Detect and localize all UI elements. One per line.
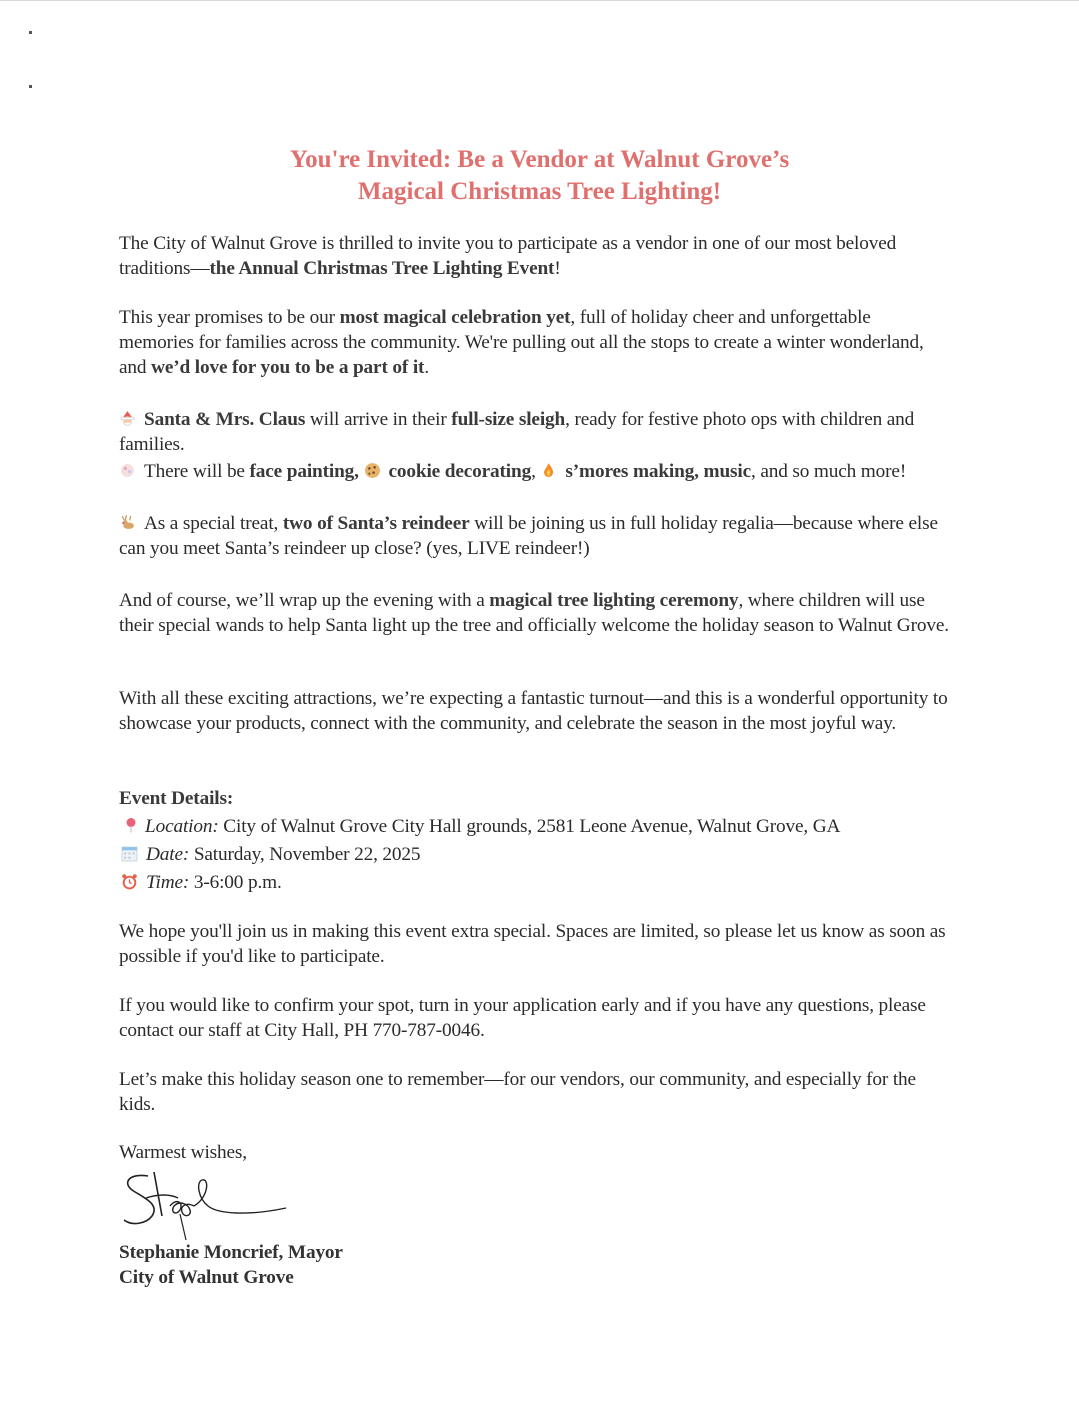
signature: [118, 1168, 298, 1248]
detail-value: City of Walnut Grove City Hall grounds, 2581 Leone Avenue, Walnut Grove, GA: [218, 816, 841, 837]
signatory-org: City of Walnut Grove: [119, 1267, 294, 1288]
scan-speck: [29, 31, 32, 34]
detail-value: Saturday, November 22, 2025: [189, 844, 421, 865]
promise-paragraph: [119, 305, 949, 380]
detail-label: Time:: [146, 872, 190, 893]
signatory-block: [119, 1240, 949, 1290]
attraction-text: will be joining us in full holiday regalia—because where else can you meet Santa’s reindeer up close? (yes, LIVE reindeer!): [119, 513, 938, 559]
attraction-highlight: s’mores making, music: [565, 461, 751, 482]
attraction-text: will arrive in their: [305, 409, 452, 430]
attraction-highlight: cookie decorating: [388, 461, 532, 482]
attraction-activities: [119, 459, 949, 484]
ceremony-text: , where children will use their special wands to help Santa light up the tree and officially welcome the holiday season to Walnut Grove.: [119, 590, 949, 636]
detail-value: 3-6:00 p.m.: [189, 872, 282, 893]
calendar-icon: [121, 845, 138, 862]
event-detail-location: [119, 814, 949, 839]
page-title-line-2: Magical Christmas Tree Lighting!: [357, 178, 722, 205]
attraction-highlight: face painting,: [249, 461, 359, 482]
ceremony-text: And of course, we’ll wrap up the evening with a: [119, 590, 490, 611]
attraction-text: ,: [531, 461, 541, 482]
fire-icon: [540, 462, 557, 479]
event-detail-time: [119, 870, 949, 895]
event-detail-date: [119, 842, 949, 867]
attraction-highlight: two of Santa’s reindeer: [282, 513, 470, 534]
signatory-name: Stephanie Moncrief, Mayor: [119, 1242, 343, 1263]
attraction-text: , ready for festive photo ops with children and families.: [119, 409, 915, 455]
alarm-clock-icon: [121, 873, 138, 890]
santa-icon: [119, 410, 136, 427]
ceremony-paragraph: [119, 588, 949, 638]
attraction-text: , and so much more!: [750, 461, 907, 482]
attraction-highlight: Santa & Mrs. Claus: [144, 409, 306, 430]
promise-text: This year promises to be our: [119, 307, 340, 328]
scan-speck: [29, 85, 32, 88]
location-pin-icon: [125, 817, 137, 834]
page-title-line-1: You're Invited: Be a Vendor at Walnut Grove’s: [289, 146, 790, 173]
cookie-icon: [364, 462, 381, 479]
closing-salutation: Warmest wishes,: [119, 1142, 247, 1163]
ceremony-highlight: magical tree lighting ceremony: [489, 590, 739, 611]
reindeer-icon: [119, 514, 136, 531]
confirm-paragraph: If you would like to confirm your spot, turn in your application early and if you have any questions, please contact our staff at City Hall, PH 770-787-0046.: [119, 995, 926, 1041]
face-paint-icon: [119, 462, 136, 479]
detail-label: Location:: [145, 816, 219, 837]
attraction-reindeer: [119, 511, 949, 561]
event-details: [119, 786, 949, 895]
intro-paragraph: [119, 231, 949, 281]
promise-highlight: we’d love for you to be a part of it: [151, 357, 425, 378]
page-top-edge: [0, 0, 1079, 1]
attraction-santa: [119, 407, 949, 457]
event-details-heading: Event Details:: [119, 788, 234, 809]
detail-label: Date:: [146, 844, 190, 865]
promise-text: , full of holiday cheer and unforgettable memories for families across the community. We're pulling out all the stops to create a winter wonderland, and: [119, 307, 924, 378]
promise-highlight: most magical celebration yet: [339, 307, 571, 328]
attraction-highlight: full-size sleigh: [451, 409, 566, 430]
attraction-text: As a special treat,: [144, 513, 283, 534]
attraction-text: There will be: [144, 461, 250, 482]
join-paragraph: We hope you'll join us in making this event extra special. Spaces are limited, so please let us know as soon as possible if you'd like to participate.: [119, 921, 946, 967]
promise-text: .: [424, 357, 429, 378]
remember-paragraph: Let’s make this holiday season one to remember—for our vendors, our community, and especially for the kids.: [119, 1069, 916, 1115]
intro-text: The City of Walnut Grove is thrilled to invite you to participate as a vendor in one of our most beloved traditions—: [119, 233, 897, 279]
intro-text-end: !: [554, 258, 561, 279]
intro-event-name: the Annual Christmas Tree Lighting Event: [209, 258, 555, 279]
turnout-paragraph: With all these exciting attractions, we’re expecting a fantastic turnout—and this is a wonderful opportunity to showcase your products, connect with the community, and celebrate the season in the most joyful way.: [119, 688, 948, 734]
